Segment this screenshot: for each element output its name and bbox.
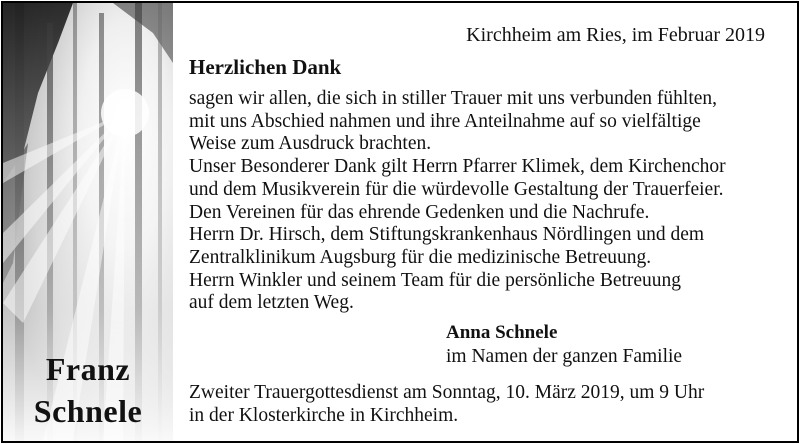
body-line: auf dem letzten Weg. — [189, 292, 354, 314]
body-line: sagen wir allen, die sich in stiller Trauer mit uns verbunden fühlten, — [189, 88, 718, 109]
body-line: Unser Besonderer Dank gilt Herrn Pfarrer Klimek, dem Kirchenchor — [189, 156, 726, 178]
body-line: Zentralklinikum Augsburg für die medizinische Betreuung. — [189, 246, 652, 268]
dateline: Kirchheim am Ries, im Februar 2019 — [466, 24, 765, 46]
body-line: mit uns Abschied nahmen und ihre Anteilnahme auf so vielfältige — [189, 110, 701, 132]
body-line: und dem Musikverein für die würdevolle Gestaltung der Trauerfeier. — [189, 178, 724, 200]
body-line: Weise zum Ausdruck brachten. — [189, 133, 432, 155]
footer-line: Zweiter Trauergottesdienst am Sonntag, 10. März 2019, um 9 Uhr — [189, 382, 705, 403]
body-line: Herrn Winkler und seinem Team für die persönliche Betreuung — [189, 269, 682, 291]
service-notice — [189, 382, 704, 427]
body-line: Den Vereinen für das ehrende Gedenken und die Nachrufe. — [189, 201, 650, 223]
obituary-card — [1, 1, 799, 443]
heading: Herzlichen Dank — [189, 55, 342, 79]
signature-line: im Namen der ganzen Familie — [446, 346, 683, 367]
deceased-last-name: Schnele — [33, 393, 143, 429]
signature-name: Anna Schnele — [446, 322, 558, 343]
forest-light-photo — [3, 3, 173, 441]
body-line: Herrn Dr. Hirsch, dem Stiftungskrankenhaus Nördlingen und dem — [189, 224, 705, 246]
thank-you-text — [189, 88, 789, 315]
footer-line: in der Klosterkirche in Kirchheim. — [189, 404, 459, 426]
deceased-first-name: Franz — [45, 351, 131, 387]
